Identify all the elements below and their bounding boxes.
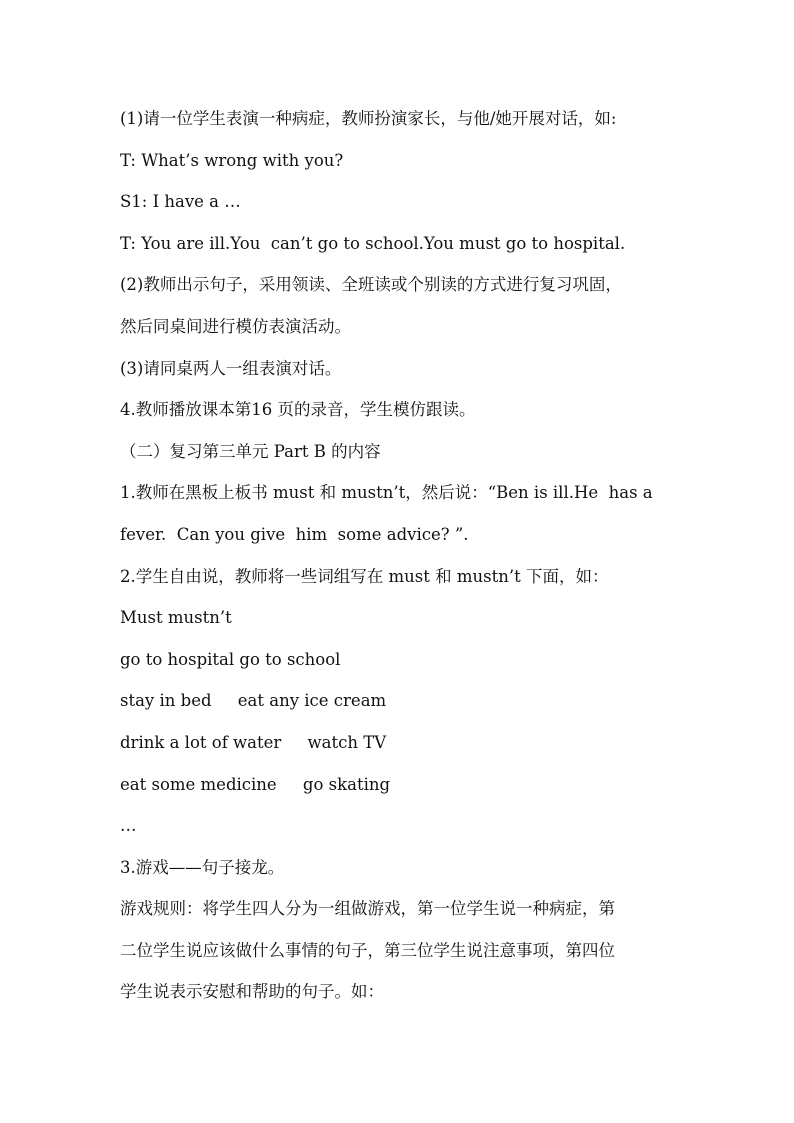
text-line-activity-2-cont: 然后同桌间进行模仿表演活动。 [120, 316, 351, 336]
text-line-dialogue-s1: S1: I have a … [120, 192, 241, 212]
text-line-dialogue-t1: T: What’s wrong with you? [120, 150, 344, 170]
section-heading-review: （二）复习第三单元 Part B 的内容 [120, 441, 381, 461]
text-line-step-4: 4.教师播放课本第16 页的录音，学生模仿跟读。 [120, 400, 476, 420]
phrase-list-header: Must mustn’t [120, 608, 232, 628]
text-line-review-1-cont: fever. Can you give him some advice? ”. [120, 524, 469, 544]
text-line-game-rules-end: 学生说表示安慰和帮助的句子。如： [120, 982, 384, 1002]
text-line-game-rules: 游戏规则：将学生四人分为一组做游戏，第一位学生说一种病症，第 [120, 899, 615, 919]
text-line-activity-1: (1)请一位学生表演一种病症，教师扮演家长，与他/她开展对话，如: [120, 109, 617, 128]
text-line-dialogue-t2: T: You are ill.You can’t go to school.You must go to hospital. [120, 233, 626, 253]
phrase-list-row: eat some medicine go skating [120, 774, 391, 794]
text-line-review-1: 1.教师在黑板上板书 must 和 mustn’t，然后说：“Ben is ill.He has a [120, 483, 653, 503]
phrase-list-row: drink a lot of water watch TV [120, 732, 387, 752]
text-line-review-2: 2.学生自由说，教师将一些词组写在 must 和 mustn’t 下面，如： [120, 566, 609, 586]
text-line-activity-2: (2)教师出示句子，采用领读、全班读或个别读的方式进行复习巩固， [120, 275, 622, 295]
phrase-list-row: stay in bed eat any ice cream [120, 691, 387, 711]
text-line-game-rules-cont: 二位学生说应该做什么事情的句子，第三位学生说注意事项，第四位 [120, 940, 615, 960]
document-body [120, 98, 680, 1013]
text-line-game-title: 3.游戏——句子接龙。 [120, 857, 285, 877]
phrase-list-row: go to hospital go to school [120, 649, 341, 669]
text-line-activity-3: (3)请同桌两人一组表演对话。 [120, 358, 342, 378]
ellipsis-line: … [120, 816, 137, 836]
